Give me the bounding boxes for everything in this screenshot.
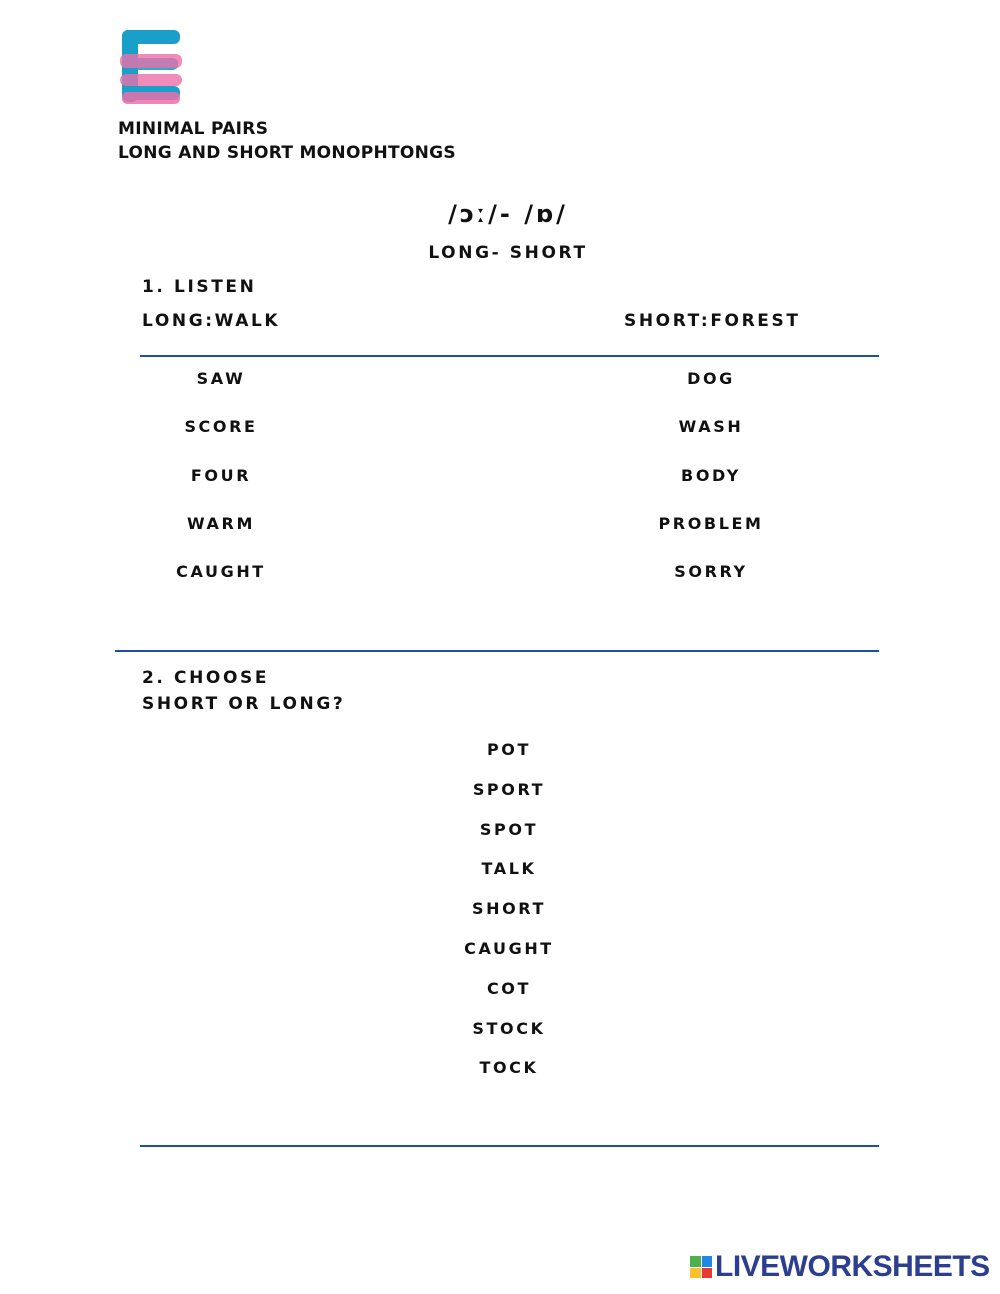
choose-word-item: SHORT	[471, 899, 547, 919]
choose-word-item: POT	[486, 740, 532, 759]
divider-middle	[115, 650, 879, 652]
long-column-header: LONG:WALK	[142, 311, 281, 331]
short-word-item: BODY	[681, 465, 741, 485]
title-line-2: LONG AND SHORT MONOPHTONGS	[118, 143, 456, 163]
long-word-item: WARM	[187, 513, 255, 533]
section1-heading: 1. LISTEN	[142, 277, 257, 297]
short-word-item: WASH	[678, 417, 744, 437]
short-word-item: PROBLEM	[658, 513, 764, 533]
long-word-item: FOUR	[190, 465, 252, 485]
choose-word-item: TALK	[481, 859, 537, 879]
short-column-header: SHORT:FOREST	[624, 311, 801, 331]
title-line-1: MINIMAL PAIRS	[118, 119, 269, 139]
short-word-item: DOG	[687, 369, 735, 388]
short-word-item: SORRY	[674, 562, 748, 582]
choose-word-item: STOCK	[472, 1018, 546, 1038]
choose-word-item: SPOT	[479, 819, 539, 839]
long-short-subtitle: LONG- SHORT	[428, 243, 588, 263]
long-word-item: SCORE	[184, 417, 258, 437]
liveworksheets-logo-icon	[690, 1256, 712, 1278]
choose-word-item: COT	[486, 978, 532, 998]
divider-bottom	[140, 1145, 879, 1147]
e-letter-logo-icon	[118, 28, 184, 106]
phoneme-heading: /ɔː/- /ɒ/	[448, 200, 568, 228]
section2-heading: 2. CHOOSE	[142, 668, 270, 688]
choose-word-item: SPORT	[472, 779, 546, 799]
liveworksheets-brand	[690, 1250, 990, 1284]
long-word-item: SAW	[196, 369, 246, 388]
section2-prompt: SHORT OR LONG?	[142, 694, 346, 714]
liveworksheets-text: LIVEWORKSHEETS	[715, 1250, 990, 1283]
divider-top	[140, 355, 879, 357]
choose-word-item: TOCK	[479, 1058, 539, 1078]
long-word-item: CAUGHT	[176, 562, 266, 582]
choose-word-item: CAUGHT	[464, 939, 554, 958]
